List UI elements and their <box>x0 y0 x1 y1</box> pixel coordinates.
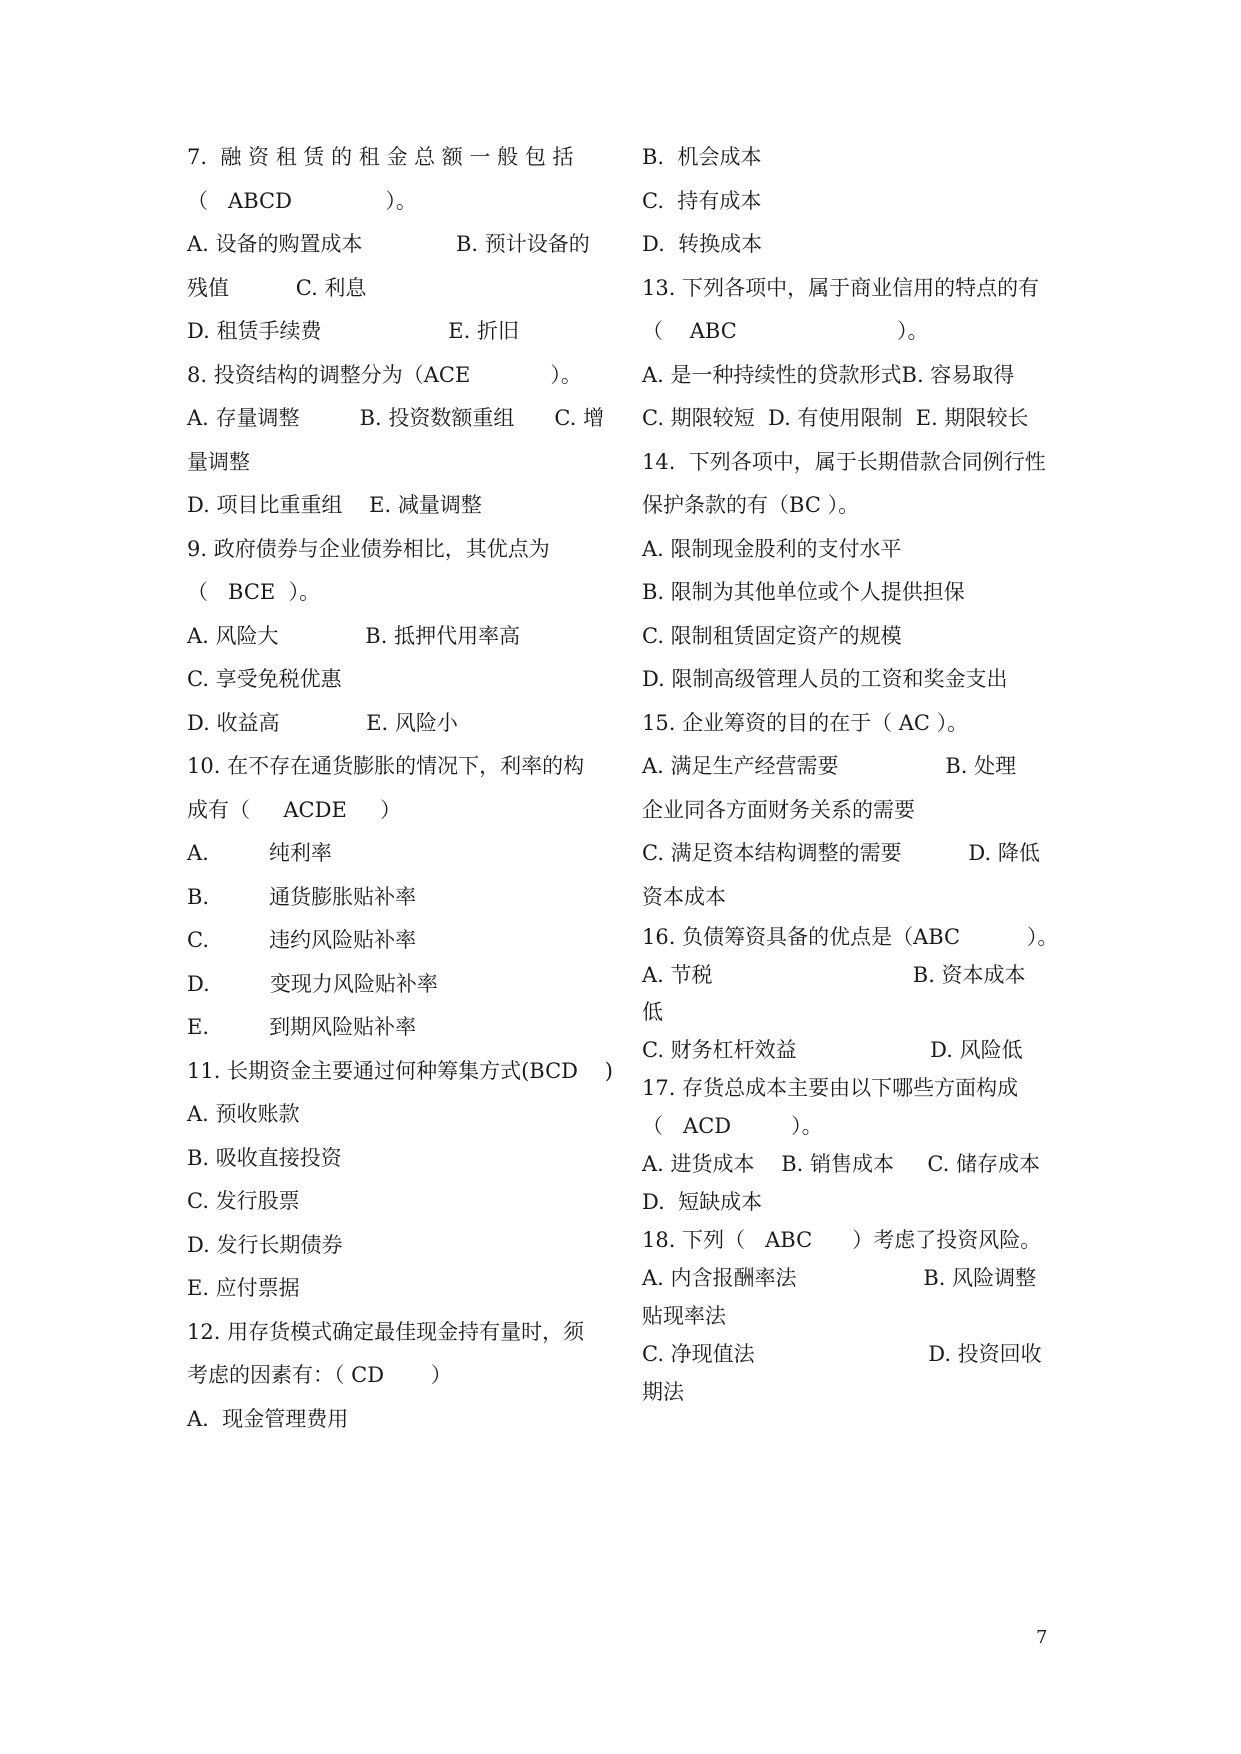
text-line: D. 转换成本 <box>642 232 763 256</box>
text-line: 8. 投资结构的调整分为（ACE ）。 <box>187 363 582 387</box>
text-line: A. 现金管理费用 <box>187 1407 349 1431</box>
text-line: 15. 企业筹资的目的在于（ AC ）。 <box>642 711 969 735</box>
text-line: （ ACD ）。 <box>642 1114 823 1138</box>
text-line: E. 应付票据 <box>187 1276 300 1300</box>
text-line: C. 限制租赁固定资产的规模 <box>642 624 902 648</box>
text-line: B. 限制为其他单位或个人提供担保 <box>642 580 965 604</box>
text-line: A. 满足生产经营需要 B. 处理 <box>642 754 1017 778</box>
text-line: A. 纯利率 <box>187 841 332 865</box>
text-line: 量调整 <box>187 450 250 474</box>
text-line: 企业同各方面财务关系的需要 <box>642 798 915 822</box>
text-line: 9. 政府债券与企业债券相比，其优点为 <box>187 537 550 561</box>
text-line: C. 期限较短 D. 有使用限制 E. 期限较长 <box>642 406 1029 430</box>
text-line: B. 吸收直接投资 <box>187 1146 342 1170</box>
text-line: A. 风险大 B. 抵押代用率高 <box>187 624 521 648</box>
text-line: 保护条款的有（BC ）。 <box>642 493 860 517</box>
text-line: A. 设备的购置成本 B. 预计设备的 <box>187 232 590 256</box>
text-line: 10. 在不存在通货膨胀的情况下，利率的构 <box>187 754 585 778</box>
text-line: C. 满足资本结构调整的需要 D. 降低 <box>642 841 1040 865</box>
text-line: 低 <box>642 1000 663 1024</box>
text-line: （ ABCD ）。 <box>187 189 417 213</box>
text-line: C. 持有成本 <box>642 189 762 213</box>
text-line: A. 进货成本 B. 销售成本 C. 储存成本 <box>642 1152 1041 1176</box>
text-line: D. 限制高级管理人员的工资和奖金支出 <box>642 667 1008 691</box>
text-line: A. 内含报酬率法 B. 风险调整 <box>642 1266 1037 1290</box>
text-line: 期法 <box>642 1380 684 1404</box>
text-line: A. 是一种持续性的贷款形式B. 容易取得 <box>642 363 1015 387</box>
text-line: D. 收益高 E. 风险小 <box>187 711 458 735</box>
text-line: 16. 负债筹资具备的优点是（ABC ）。 <box>642 925 1059 949</box>
text-line: 7. 融 资 租 赁 的 租 金 总 额 一 般 包 括 <box>187 145 574 169</box>
text-line: A. 预收账款 <box>187 1102 300 1126</box>
text-line: D. 发行长期债券 <box>187 1233 343 1257</box>
text-line: 资本成本 <box>642 885 726 909</box>
text-line: D. 租赁手续费 E. 折旧 <box>187 319 519 343</box>
text-line: C. 享受免税优惠 <box>187 667 342 691</box>
text-line: （ ABC ）。 <box>642 319 929 343</box>
text-line: D. 项目比重重组 E. 减量调整 <box>187 493 482 517</box>
text-line: C. 净现值法 D. 投资回收 <box>642 1342 1042 1366</box>
text-line: A. 限制现金股利的支付水平 <box>642 537 902 561</box>
text-line: 考虑的因素有：（ CD ） <box>187 1363 452 1387</box>
text-line: B. 机会成本 <box>642 145 762 169</box>
text-line: 残值 C. 利息 <box>187 276 367 300</box>
text-line: 14. 下列各项中，属于长期借款合同例行性 <box>642 450 1046 474</box>
text-line: B. 通货膨胀贴补率 <box>187 885 417 909</box>
text-line: D. 变现力风险贴补率 <box>187 972 438 996</box>
text-line: 成有（ ACDE ） <box>187 798 402 822</box>
text-line: C. 违约风险贴补率 <box>187 928 417 952</box>
text-line: C. 发行股票 <box>187 1189 300 1213</box>
text-line: A. 节税 B. 资本成本 <box>642 963 1026 987</box>
text-line: 11. 长期资金主要通过何种筹集方式(BCD ) <box>187 1059 613 1083</box>
text-line: （ BCE ）。 <box>187 580 321 604</box>
text-line: A. 存量调整 B. 投资数额重组 C. 增 <box>187 406 605 430</box>
text-line: D. 短缺成本 <box>642 1190 763 1214</box>
text-line: 12. 用存货模式确定最佳现金持有量时，须 <box>187 1320 585 1344</box>
text-line: 17. 存货总成本主要由以下哪些方面构成 <box>642 1076 1019 1100</box>
text-line: 13. 下列各项中，属于商业信用的特点的有 <box>642 276 1040 300</box>
text-line: 18. 下列（ ABC ）考虑了投资风险。 <box>642 1228 1042 1252</box>
text-line: 贴现率法 <box>642 1304 726 1328</box>
page-number: 7 <box>1036 1627 1048 1648</box>
text-line: C. 财务杠杆效益 D. 风险低 <box>642 1038 1023 1062</box>
text-line: E. 到期风险贴补率 <box>187 1015 417 1039</box>
